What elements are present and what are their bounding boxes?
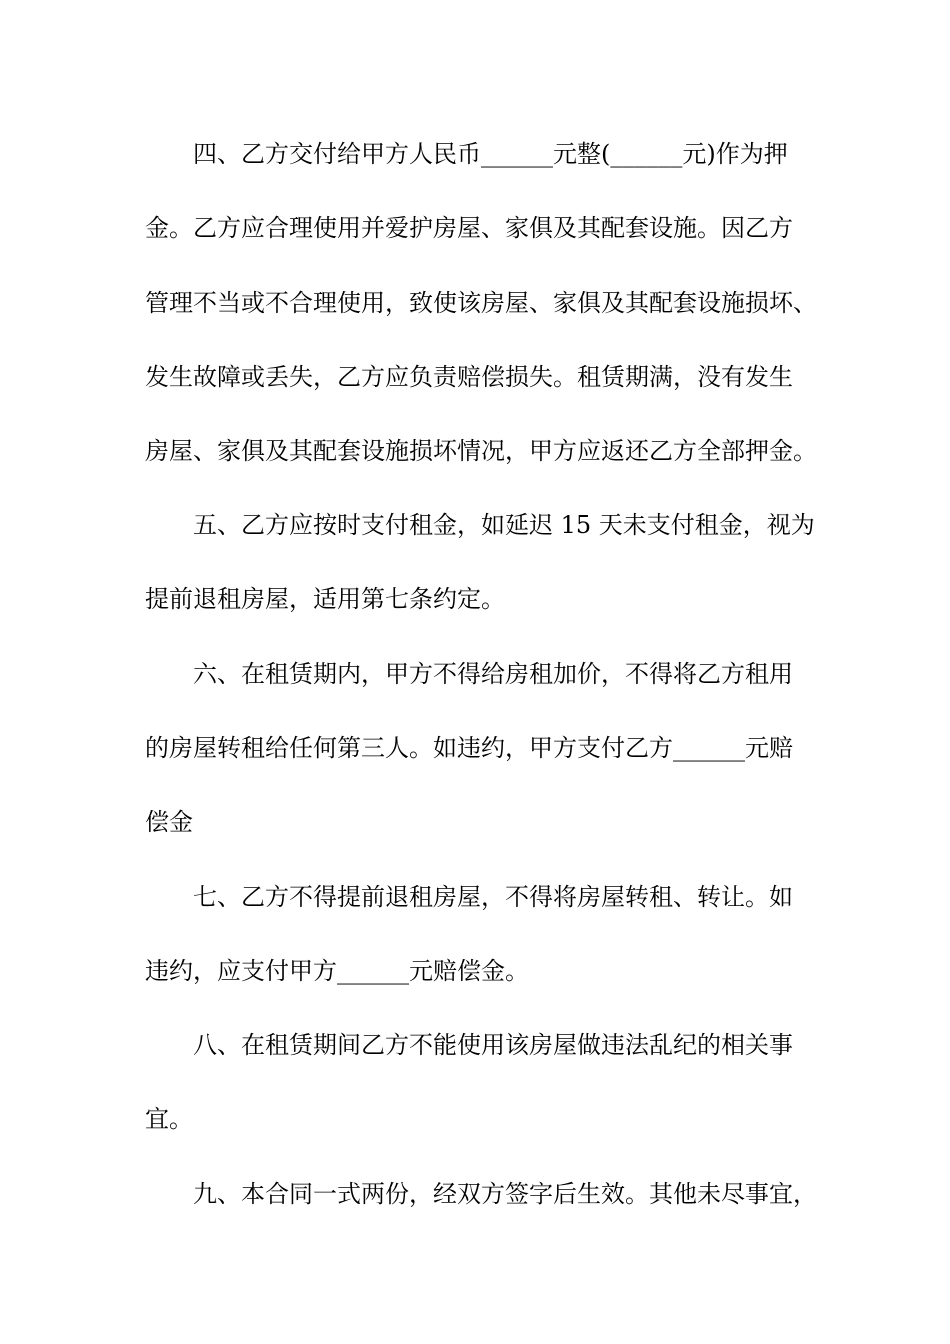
clause-8-line-1: 八、在租赁期间乙方不能使用该房屋做违法乱纪的相关事 (193, 1031, 793, 1059)
clause-8-line-2: 宜。 (145, 1105, 193, 1133)
clause-6-line-3: 偿金 (145, 808, 193, 836)
clause-4-line-3: 管理不当或不合理使用，致使该房屋、家俱及其配套设施损坏、 (145, 289, 817, 317)
clause-7-line-1: 七、乙方不得提前退租房屋，不得将房屋转租、转让。如 (193, 883, 793, 911)
clause-4-line-5: 房屋、家俱及其配套设施损坏情况，甲方应返还乙方全部押金。 (145, 437, 817, 465)
clause-6-line-2: 的房屋转租给任何第三人。如违约，甲方支付乙方______元赔 (145, 734, 793, 762)
clause-4-line-4: 发生故障或丢失，乙方应负责赔偿损失。租赁期满，没有发生 (145, 363, 793, 391)
clause-6-line-1: 六、在租赁期内，甲方不得给房租加价，不得将乙方租用 (193, 660, 793, 688)
clause-9-line-1: 九、本合同一式两份，经双方签字后生效。其他未尽事宜， (193, 1180, 817, 1208)
clause-7-line-2: 违约，应支付甲方______元赔偿金。 (145, 957, 529, 985)
clause-4-line-2: 金。乙方应合理使用并爱护房屋、家俱及其配套设施。因乙方 (145, 214, 793, 242)
clause-5-line-2: 提前退租房屋，适用第七条约定。 (145, 585, 505, 613)
clause-5-line-1: 五、乙方应按时支付租金，如延迟 15 天未支付租金，视为 (193, 511, 815, 539)
clause-4-line-1: 四、乙方交付给甲方人民币______元整(______元)作为押 (193, 140, 788, 168)
